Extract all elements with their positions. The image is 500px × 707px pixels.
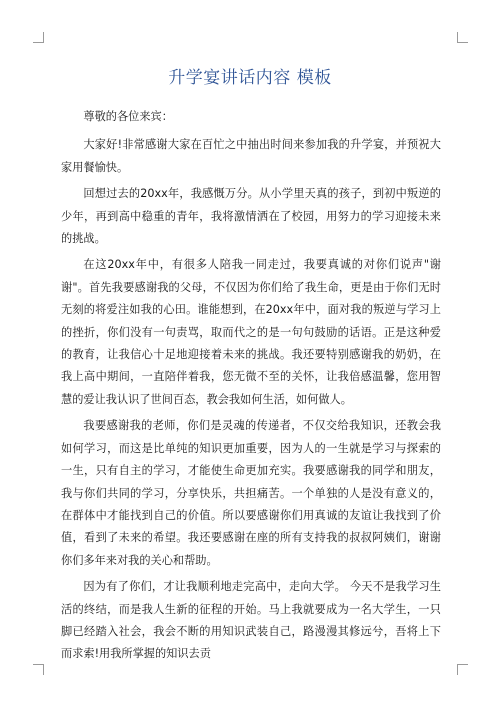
salutation: 尊敬的各位来宾： [83,110,173,123]
document-title: 升学宴讲话内容 模板 [168,68,332,88]
document-body [61,106,441,670]
paragraph-thanks-teachers-friends: 我要感谢我的老师，你们是灵魂的传递者，不仅交给我知识，还教会我如何学习，而这是比单纯的知识更加重要，因为人的一生就是学习与探索的一生，只有自主的学习，才能使生命更加充实。我要感谢我的同学和朋友，我与你们共同的学习，分享快乐，共担痛苦。一个单独的人是没有意义的，在群体中才能找到自己的价值。所以要感谢你们用真诚的友谊让我找到了价值，看到了未来的希望。我还要感谢在座的所有支持我的叔叔阿姨们，谢谢你们多年来对我的关心和帮助。 [61,419,441,567]
paragraph-future: 因为有了你们，才让我顺利地走完高中，走向大学。 今天不是我学习生活的终结，而是我人生新的征程的开始。马上我就要成为一名大学生，一只脚已经踏入社会，我会不断的用知识武装自己，路漫漫其修远兮，吾将上下而求索!用我所掌握的知识去贡 [61,580,441,661]
page-corner-mark-top-left [33,32,44,43]
paragraph-reflection: 回想过去的20xx年，我感慨万分。从小学里天真的孩子，到初中叛逆的少年，再到高中稳重的青年，我将激情洒在了校园，用努力的学习迎接未来的挑战。 [61,187,441,246]
paragraph-greeting: 大家好!非常感谢大家在百忙之中抽出时间来参加我的升学宴，并预祝大家用餐愉快。 [61,138,441,174]
page-corner-mark-bottom-left [33,664,44,675]
page-corner-mark-top-right [457,32,468,43]
page-corner-mark-bottom-right [457,664,468,675]
paragraph-thanks-family: 在这20xx年中，有很多人陪我一同走过，我要真诚的对你们说声"谢谢"。首先我要感谢我的父母，不仅因为你们给了我生命，更是由于你们无时无刻的将爱注如我的心田。谁能想到，在20xx年中，面对我的叛逆与学习上的挫折，你们没有一句责骂，取而代之的是一句句鼓励的话语。正是这种爱的教育，让我信心十足地迎接着未来的挑战。我还要特别感谢我的奶奶，在我上高中期间，一直陪伴着我，您无微不至的关怀，让我倍感温馨，您用智慧的爱让我认识了世间百态，教会我如何生活，如何做人。 [61,258,441,406]
